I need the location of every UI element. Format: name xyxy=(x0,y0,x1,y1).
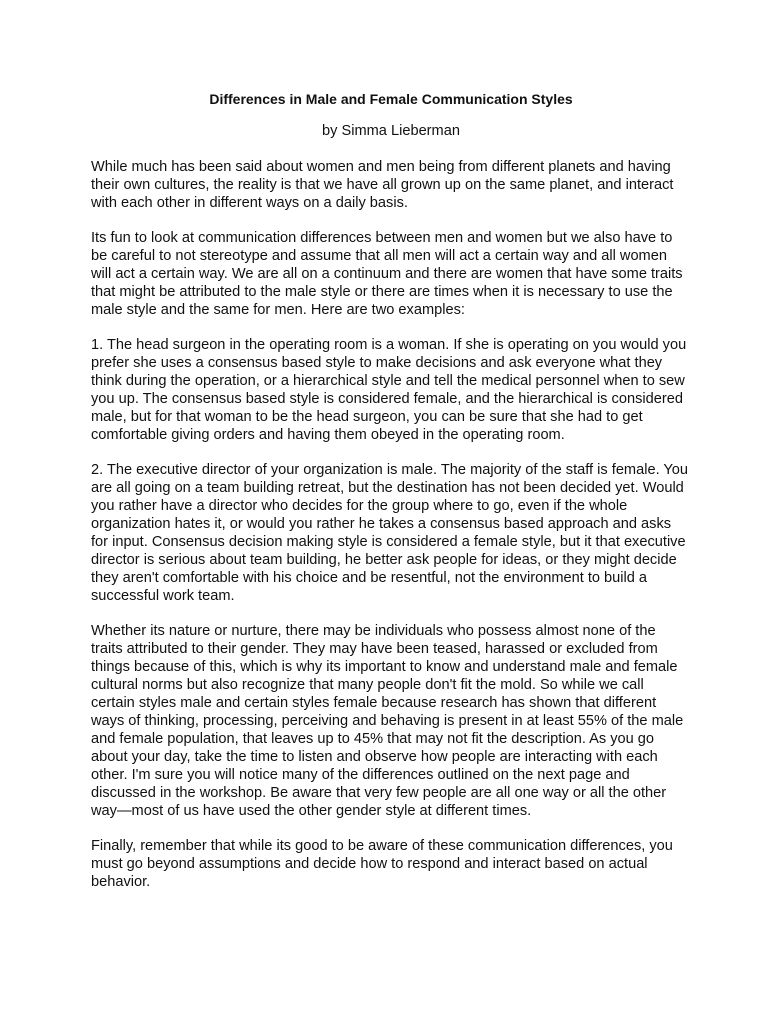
paragraph-stereotypes: Its fun to look at communication differences between men and women but we also have to be careful to not stereotype and assume that all men will act a certain way and all women will act a certain way. We are all on a continuum and there are women that have some traits that might be attributed to the male style or there are times when it is necessary to use the male style and the same for men. Here are two examples: xyxy=(91,230,683,318)
document-body xyxy=(91,90,691,908)
paragraph-conclusion: Finally, remember that while its good to be aware of these communication differences, you must go beyond assumptions and decide how to respond and interact based on actual behavior. xyxy=(91,838,673,890)
paragraph-nature-nurture: Whether its nature or nurture, there may be individuals who possess almost none of the traits attributed to their gender. They may have been teased, harassed or excluded from things because of this, which is why its important to know and understand male and female cultural norms but also recognize that many people don't fit the mold. So while we call certain styles male and certain styles female because research has shown that different ways of thinking, processing, perceiving and behaving is present in at least 55% of the male and female population, that leaves up to 45% that may not fit the description. As you go about your day, take the time to listen and observe how people are interacting with each other. I'm sure you will notice many of the differences outlined on the next page and discussed in the workshop. Be aware that very few people are all one way or all the other way—most of us have used the other gender style at different times. xyxy=(91,623,684,819)
paragraph-example-surgeon: 1. The head surgeon in the operating room is a woman. If she is operating on you would you prefer she uses a consensus based style to make decisions and ask everyone what they think during the operation, or a hierarchical style and tell the medical personnel when to sew you up. The consensus based style is considered female, and the hierarchical is considered male, but for that woman to be the head surgeon, you can be sure that she had to get comfortable giving orders and having them obeyed in the operating room. xyxy=(91,337,687,443)
author-byline: by Simma Lieberman xyxy=(322,123,460,139)
paragraph-intro: While much has been said about women and men being from different planets and having their own cultures, the reality is that we have all grown up on the same planet, and interact with each other in different ways on a daily basis. xyxy=(91,159,674,211)
paragraph-example-director: 2. The executive director of your organization is male. The majority of the staff is female. You are all going on a team building retreat, but the destination has not been decided yet. Would you rather have a director who decides for the group where to go, even if the whole organization hates it, or would you rather he takes a consensus based approach and asks for input. Consensus decision making style is considered a female style, but it that executive director is serious about team building, he better ask people for ideas, or they might decide they aren't comfortable with his choice and be resentful, not the environment to build a successful work team. xyxy=(91,462,689,604)
document-title: Differences in Male and Female Communication Styles xyxy=(209,91,573,107)
